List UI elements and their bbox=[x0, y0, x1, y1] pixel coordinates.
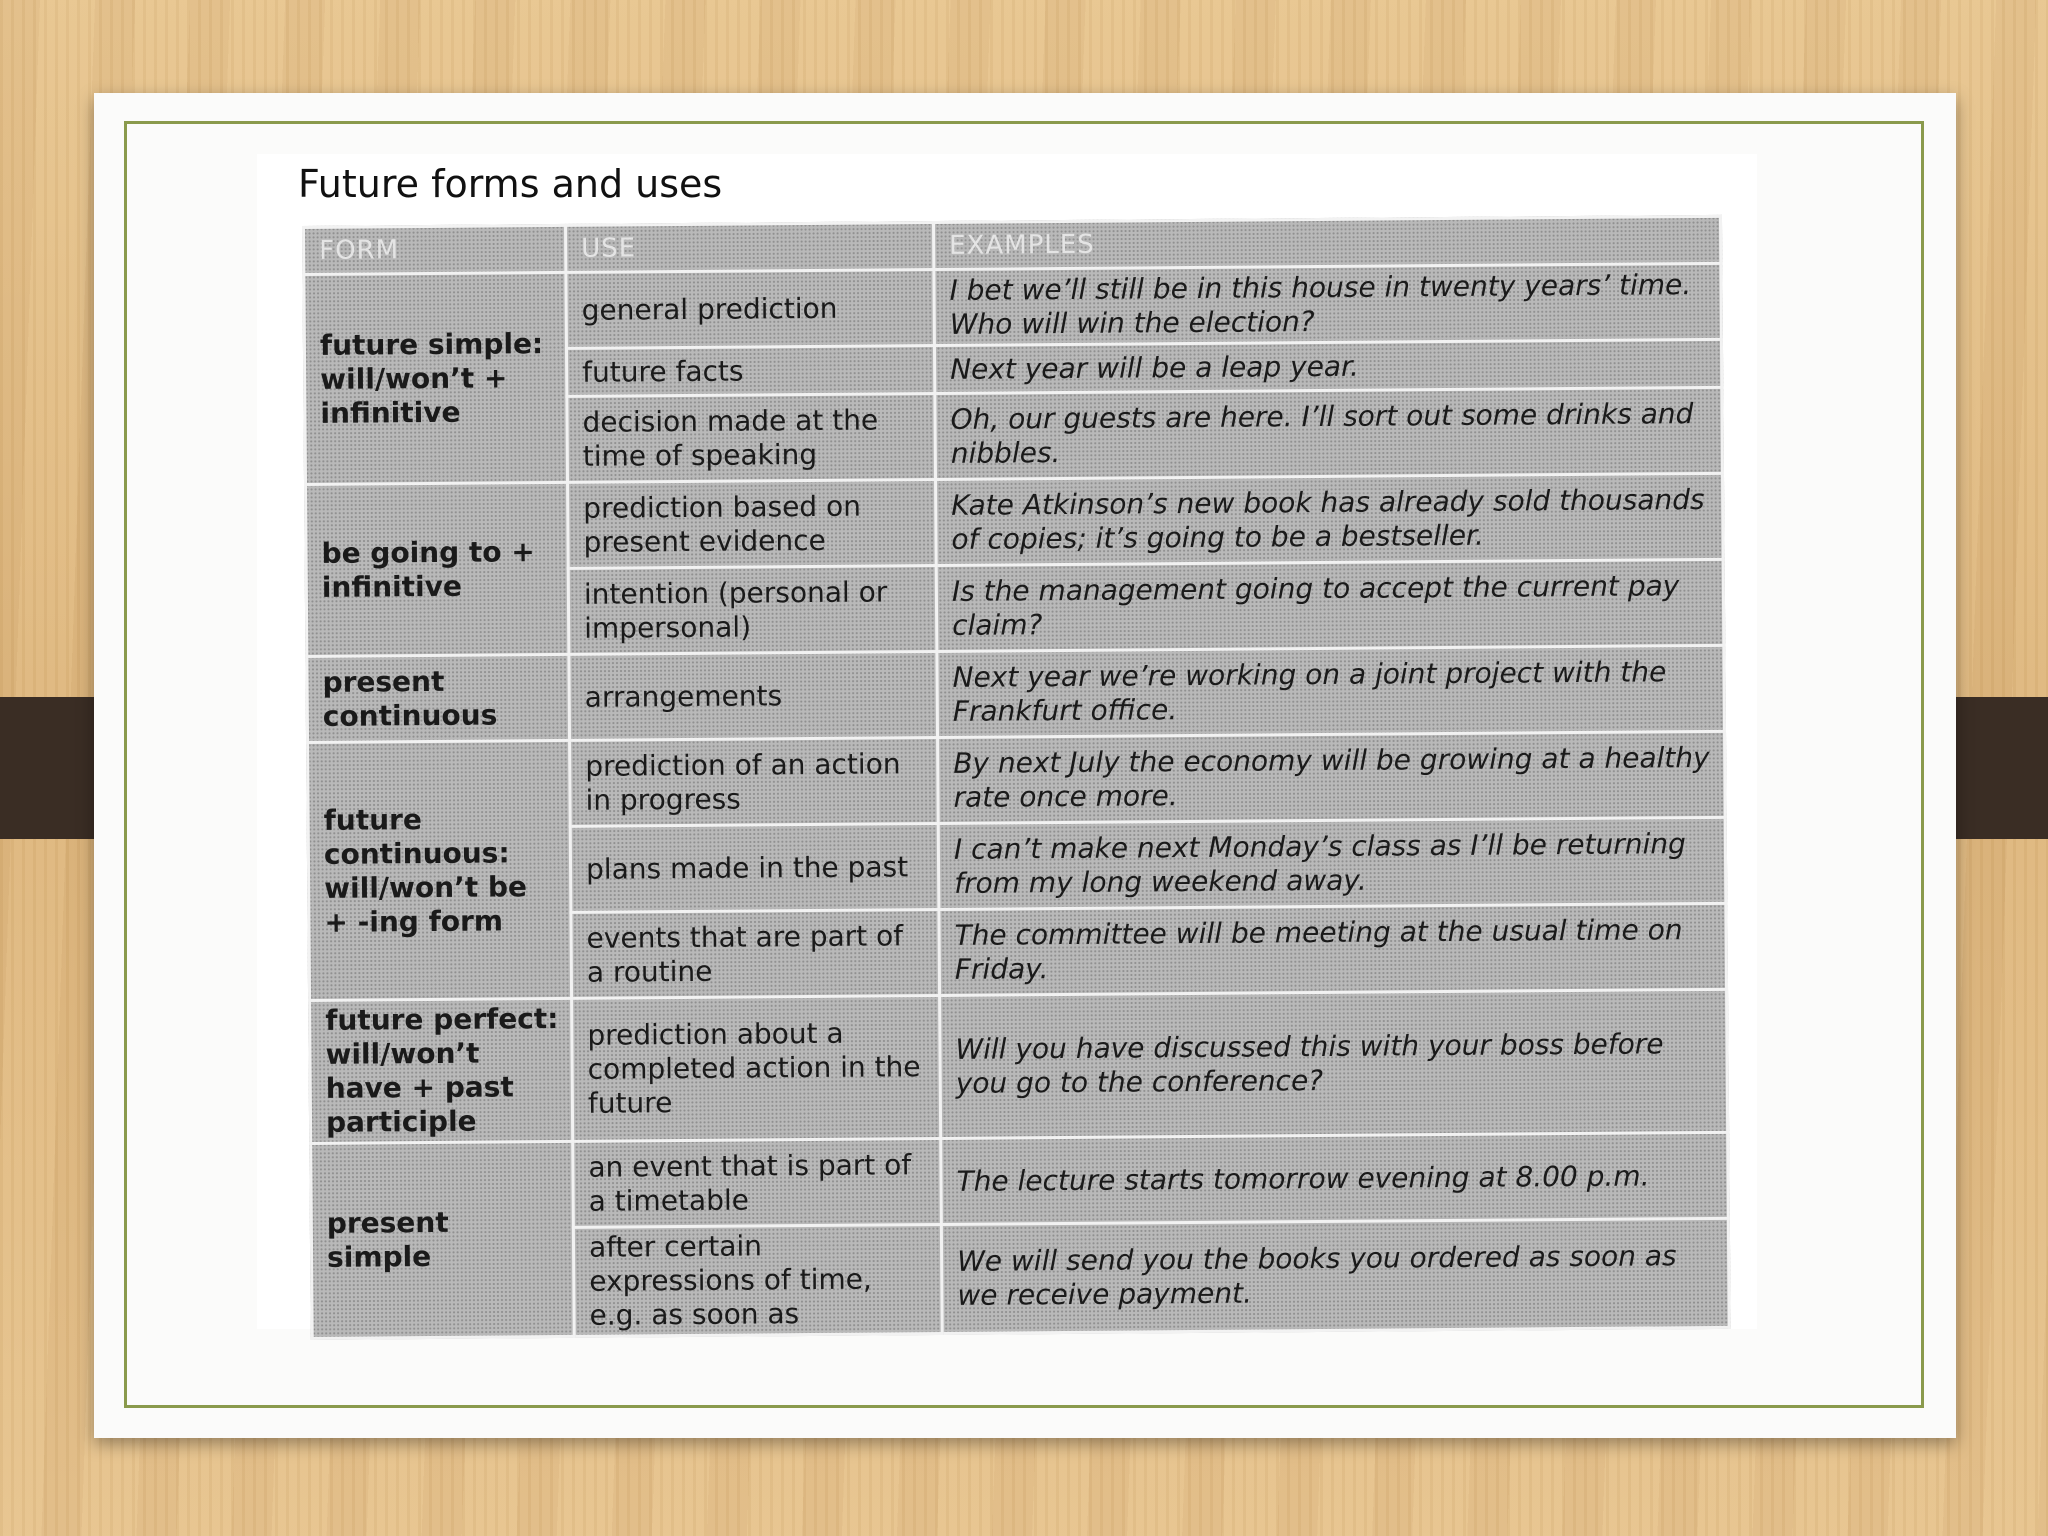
use-cell: prediction about a completed action in the future bbox=[572, 996, 941, 1142]
example-cell: I bet we’ll still be in this house in twenty years’ time. Who will win the election? bbox=[934, 263, 1722, 345]
example-cell: Is the management going to accept the current pay claim? bbox=[936, 559, 1724, 651]
use-cell: events that are part of a routine bbox=[571, 910, 940, 999]
use-cell: arrangements bbox=[569, 652, 938, 741]
use-cell: general prediction bbox=[566, 270, 935, 349]
form-cell: future simple: will/won’t + infinitive bbox=[304, 272, 568, 484]
table-row bbox=[310, 989, 1728, 1143]
use-cell: an event that is part of a timetable bbox=[573, 1139, 942, 1228]
example-cell: The committee will be meeting at the usual time on Friday. bbox=[939, 903, 1727, 995]
use-cell: plans made in the past bbox=[570, 824, 939, 913]
table-row bbox=[311, 1132, 1729, 1229]
example-cell: The lecture starts tomorrow evening at 8.00 p.m. bbox=[941, 1132, 1729, 1224]
use-cell: prediction of an action in progress bbox=[570, 738, 939, 827]
use-cell: prediction based on present evidence bbox=[568, 480, 937, 569]
table-row bbox=[308, 731, 1726, 828]
table-row bbox=[306, 473, 1724, 570]
use-cell: decision made at the time of speaking bbox=[567, 394, 936, 483]
future-forms-table bbox=[302, 215, 1731, 1340]
form-cell: future continuous: will/won’t be + -ing form bbox=[308, 740, 572, 1000]
slide bbox=[94, 93, 1956, 1438]
example-cell: We will send you the books you ordered as soon as we receive payment. bbox=[941, 1218, 1729, 1333]
example-cell: Next year will be a leap year. bbox=[934, 339, 1721, 393]
table-row bbox=[304, 263, 1722, 350]
example-cell: Will you have discussed this with your boss before you go to the conference? bbox=[940, 989, 1728, 1138]
page-title: Future forms and uses bbox=[298, 162, 723, 206]
header-form: FORM bbox=[304, 225, 566, 274]
header-examples: EXAMPLES bbox=[933, 216, 1720, 269]
form-cell: present simple bbox=[311, 1141, 575, 1338]
example-cell: Kate Atkinson’s new book has already sold thousands of copies; it’s going to be a bestseller. bbox=[936, 473, 1724, 565]
use-cell: future facts bbox=[566, 346, 934, 397]
example-cell: By next July the economy will be growing at a healthy rate once more. bbox=[938, 731, 1726, 823]
example-cell: I can’t make next Monday’s class as I’ll be returning from my long weekend away. bbox=[938, 817, 1726, 909]
form-cell: present continuous bbox=[307, 654, 570, 742]
form-cell: be going to + infinitive bbox=[306, 482, 569, 656]
use-cell: intention (personal or impersonal) bbox=[568, 566, 937, 655]
header-use: USE bbox=[566, 223, 934, 273]
example-cell: Next year we’re working on a joint project with the Frankfurt office. bbox=[937, 645, 1725, 737]
scanned-page bbox=[257, 154, 1757, 1332]
example-cell: Oh, our guests are here. I’ll sort out some drinks and nibbles. bbox=[935, 387, 1723, 479]
use-cell: after certain expressions of time, e.g. as soon as bbox=[573, 1225, 942, 1337]
table-row bbox=[307, 645, 1725, 742]
form-cell: future perfect: will/won’t have + past participle bbox=[310, 998, 573, 1143]
